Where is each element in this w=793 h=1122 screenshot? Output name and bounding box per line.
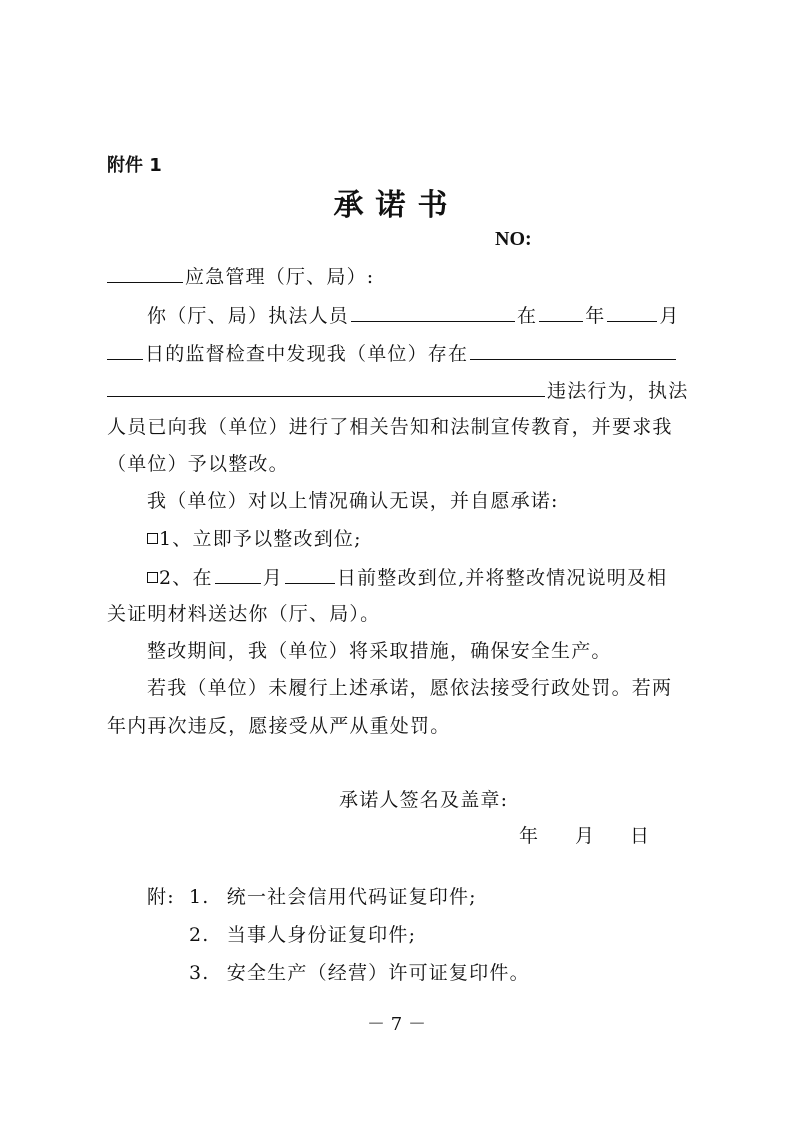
option-2-line-1	[147, 565, 667, 590]
attachment-label: 附件 1	[107, 155, 162, 176]
option-2-text-a: 2、在	[159, 567, 213, 589]
signature-month: 月	[575, 825, 596, 847]
option-1	[147, 527, 362, 551]
option-1-checkbox[interactable]	[147, 533, 158, 544]
deadline-month-blank[interactable]	[215, 565, 261, 584]
option-2-checkbox[interactable]	[147, 572, 158, 583]
paragraph-1-line-2	[107, 341, 678, 366]
attachment-item-3	[189, 961, 530, 985]
page-number: － 7 －	[367, 1014, 426, 1035]
attachments-prefix: 附:	[147, 886, 175, 908]
p1-text-e: 日的监督检查中发现我（单位）存在	[145, 343, 469, 365]
paragraph-1-line-4: 人员已向我（单位）进行了相关告知和法制宣传教育，并要求我	[107, 416, 673, 438]
option-2-text-b: 月	[262, 567, 283, 589]
paragraph-1-line-1	[147, 303, 680, 328]
month-blank[interactable]	[607, 303, 657, 322]
option-2-text-c: 日前整改到位,并将整改情况说明及相	[336, 567, 668, 589]
p1-text-d: 月	[659, 305, 680, 327]
attachment-1-text: 统一社会信用代码证复印件;	[226, 886, 477, 908]
paragraph-1-line-5: （单位）予以整改。	[107, 453, 289, 475]
year-blank[interactable]	[539, 303, 583, 322]
violation-blank-2[interactable]	[107, 378, 545, 397]
paragraph-3: 整改期间，我（单位）将采取措施，确保安全生产。	[147, 640, 612, 662]
day-blank[interactable]	[107, 341, 143, 360]
signature-day: 日	[630, 825, 651, 847]
signature-year: 年	[519, 825, 540, 847]
deadline-day-blank[interactable]	[285, 565, 335, 584]
attachment-3-number: 3.	[189, 962, 210, 984]
p1-text-f: 违法行为，执法	[547, 380, 689, 402]
attachment-item-2	[189, 923, 416, 947]
attachment-item-1	[189, 885, 477, 909]
attachment-2-number: 2.	[189, 924, 210, 946]
p1-text-a: 你（厅、局）执法人员	[147, 305, 350, 327]
signature-label: 承诺人签名及盖章:	[339, 789, 509, 811]
p1-text-b: 在	[517, 305, 538, 327]
attachment-1-number: 1.	[189, 886, 210, 908]
attachment-2-text: 当事人身份证复印件;	[226, 924, 417, 946]
option-2-line-2: 关证明材料送达你（厅、局）。	[107, 603, 381, 625]
addressee-blank[interactable]	[107, 264, 183, 283]
officer-name-blank[interactable]	[351, 303, 515, 322]
paragraph-4-line-1: 若我（单位）未履行上述承诺，愿依法接受行政处罚。若两	[147, 677, 673, 699]
paragraph-2: 我（单位）对以上情况确认无误，并自愿承诺:	[147, 490, 559, 512]
addressee-suffix: 应急管理（厅、局）:	[185, 266, 375, 288]
attachment-3-text: 安全生产（经营）许可证复印件。	[226, 962, 530, 984]
violation-blank-1[interactable]	[470, 341, 676, 360]
paragraph-4-line-2: 年内再次违反，愿接受从严从重处罚。	[107, 715, 451, 737]
number-label: NO:	[495, 228, 532, 250]
paragraph-1-line-3	[107, 378, 688, 403]
document-title: 承诺书	[333, 188, 460, 223]
addressee-line	[107, 264, 374, 289]
option-1-text: 1、立即予以整改到位;	[159, 528, 362, 550]
p1-text-c: 年	[585, 305, 606, 327]
